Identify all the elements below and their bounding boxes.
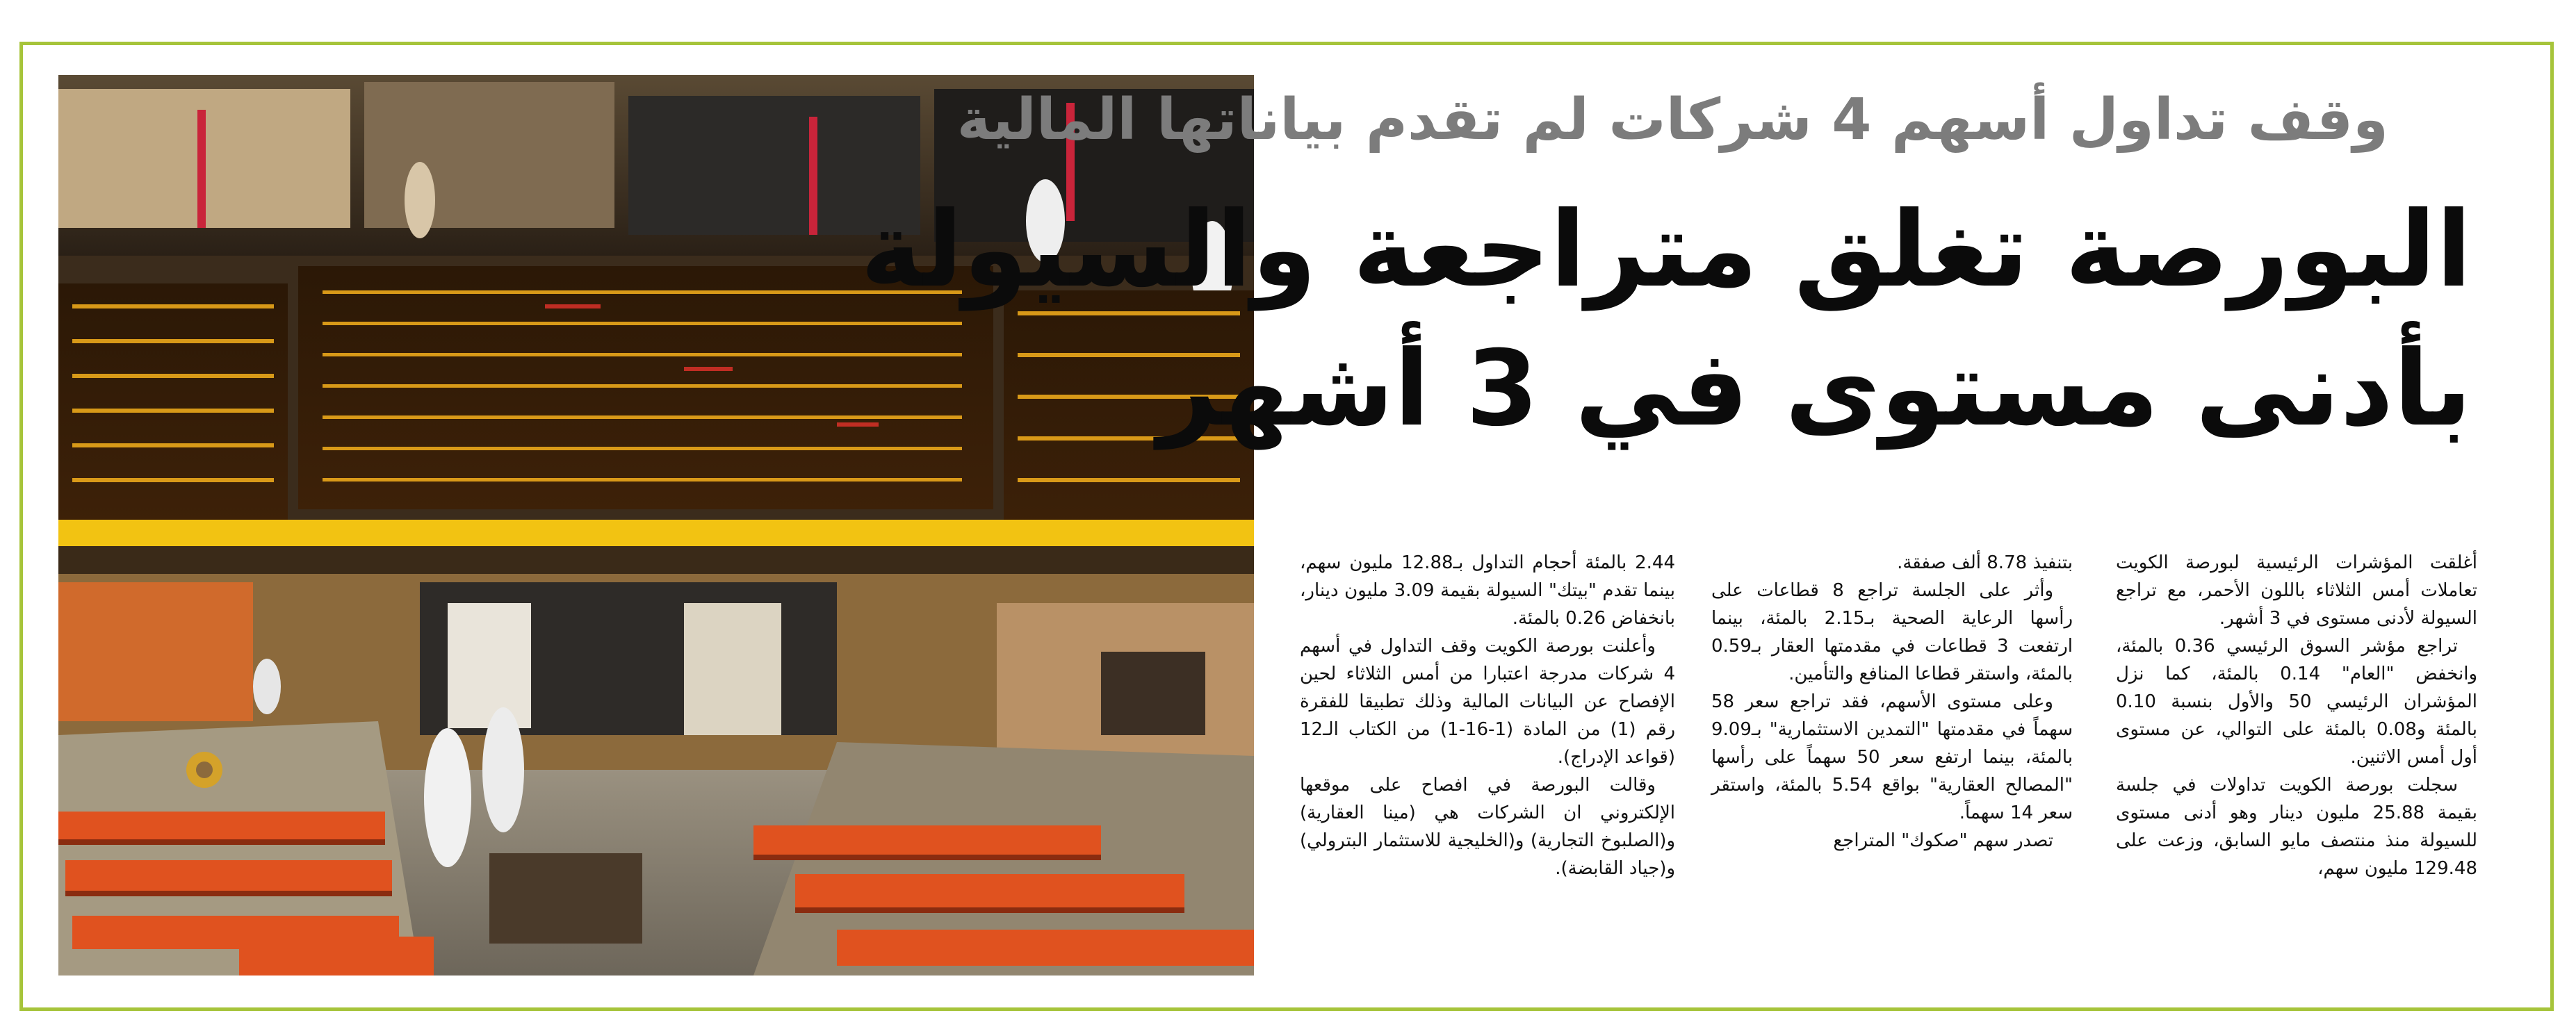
headline-line-2: بأدنى مستوى في 3 أشهر	[1157, 329, 2472, 450]
article-headline	[860, 181, 2472, 459]
article-paragraph: أغلقت المؤشرات الرئيسية لبورصة الكويت تعاملات أمس الثلاثاء باللون الأحمر، مع تراجع السيولة لأدنى مستوى في 3 أشهر.	[2116, 552, 2477, 629]
article-paragraph: وقالت البورصة في افصاح على موقعها الإلكتروني ان الشركات هي (مينا العقارية) و(الصلبوخ التجارية) و(الخليجية للاستثمار البترولي) و(جياد القابضة).	[1300, 775, 1675, 879]
article-paragraph: بتنفيذ 8.78 ألف صفقة.	[1897, 552, 2073, 573]
article-column-3	[1300, 549, 1675, 882]
headline-line-1: البورصة تغلق متراجعة والسيولة	[860, 190, 2472, 311]
article-column-2	[1711, 549, 2073, 855]
article-paragraph: سجلت بورصة الكويت تداولات في جلسة بقيمة 25.88 مليون دينار وهو أدنى مستوى للسيولة منذ منتصف مايو السابق، وزعت على 129.48 مليون سهم،	[2116, 775, 2477, 879]
article-paragraph: تراجع مؤشر السوق الرئيسي 0.36 بالمئة، وانخفض "العام" 0.14 بالمئة، كما نزل المؤشران الرئيسي 50 والأول بنسبة 0.10 بالمئة و0.08 بالمئة على التوالي، عن مستوى أول أمس الاثنين.	[2116, 636, 2477, 768]
article-column-1	[2116, 549, 2477, 882]
article-paragraph: 2.44 بالمئة أحجام التداول بـ12.88 مليون سهم، بينما تقدم "بيتك" السيولة بقيمة 3.09 مليون دينار، بانخفاض 0.26 بالمئة.	[1300, 552, 1676, 629]
article-paragraph: وأعلنت بورصة الكويت وقف التداول في أسهم 4 شركات مدرجة اعتبارا من أمس الثلاثاء لحين الإفصاح عن البيانات المالية وذلك تطبيقا للفقرة رقم (1) من المادة (1-16-1) من الكتاب الـ12 (قواعد الإدراج).	[1300, 636, 1676, 768]
article-paragraph: وأثر على الجلسة تراجع 8 قطاعات على رأسها الرعاية الصحية بـ2.15 بالمئة، بينما ارتفعت 3 قطاعات في مقدمتها العقار بـ0.59 بالمئة، واستقر قطاعا المنافع والتأمين.	[1711, 580, 2073, 684]
article-paragraph: تصدر سهم "صكوك" المتراجع	[1833, 830, 2053, 851]
article-paragraph: وعلى مستوى الأسهم، فقد تراجع سعر 58 سهماً في مقدمتها "التمدين الاستثمارية" بـ9.09 بالمئة، بينما ارتفع سعر 50 سهماً على رأسها "المصالح العقارية" بواقع 5.54 بالمئة، واستقر سعر 14 سهماً.	[1711, 691, 2073, 823]
article-subheadline: وقف تداول أسهم 4 شركات لم تقدم بياناتها المالية	[956, 87, 2388, 153]
